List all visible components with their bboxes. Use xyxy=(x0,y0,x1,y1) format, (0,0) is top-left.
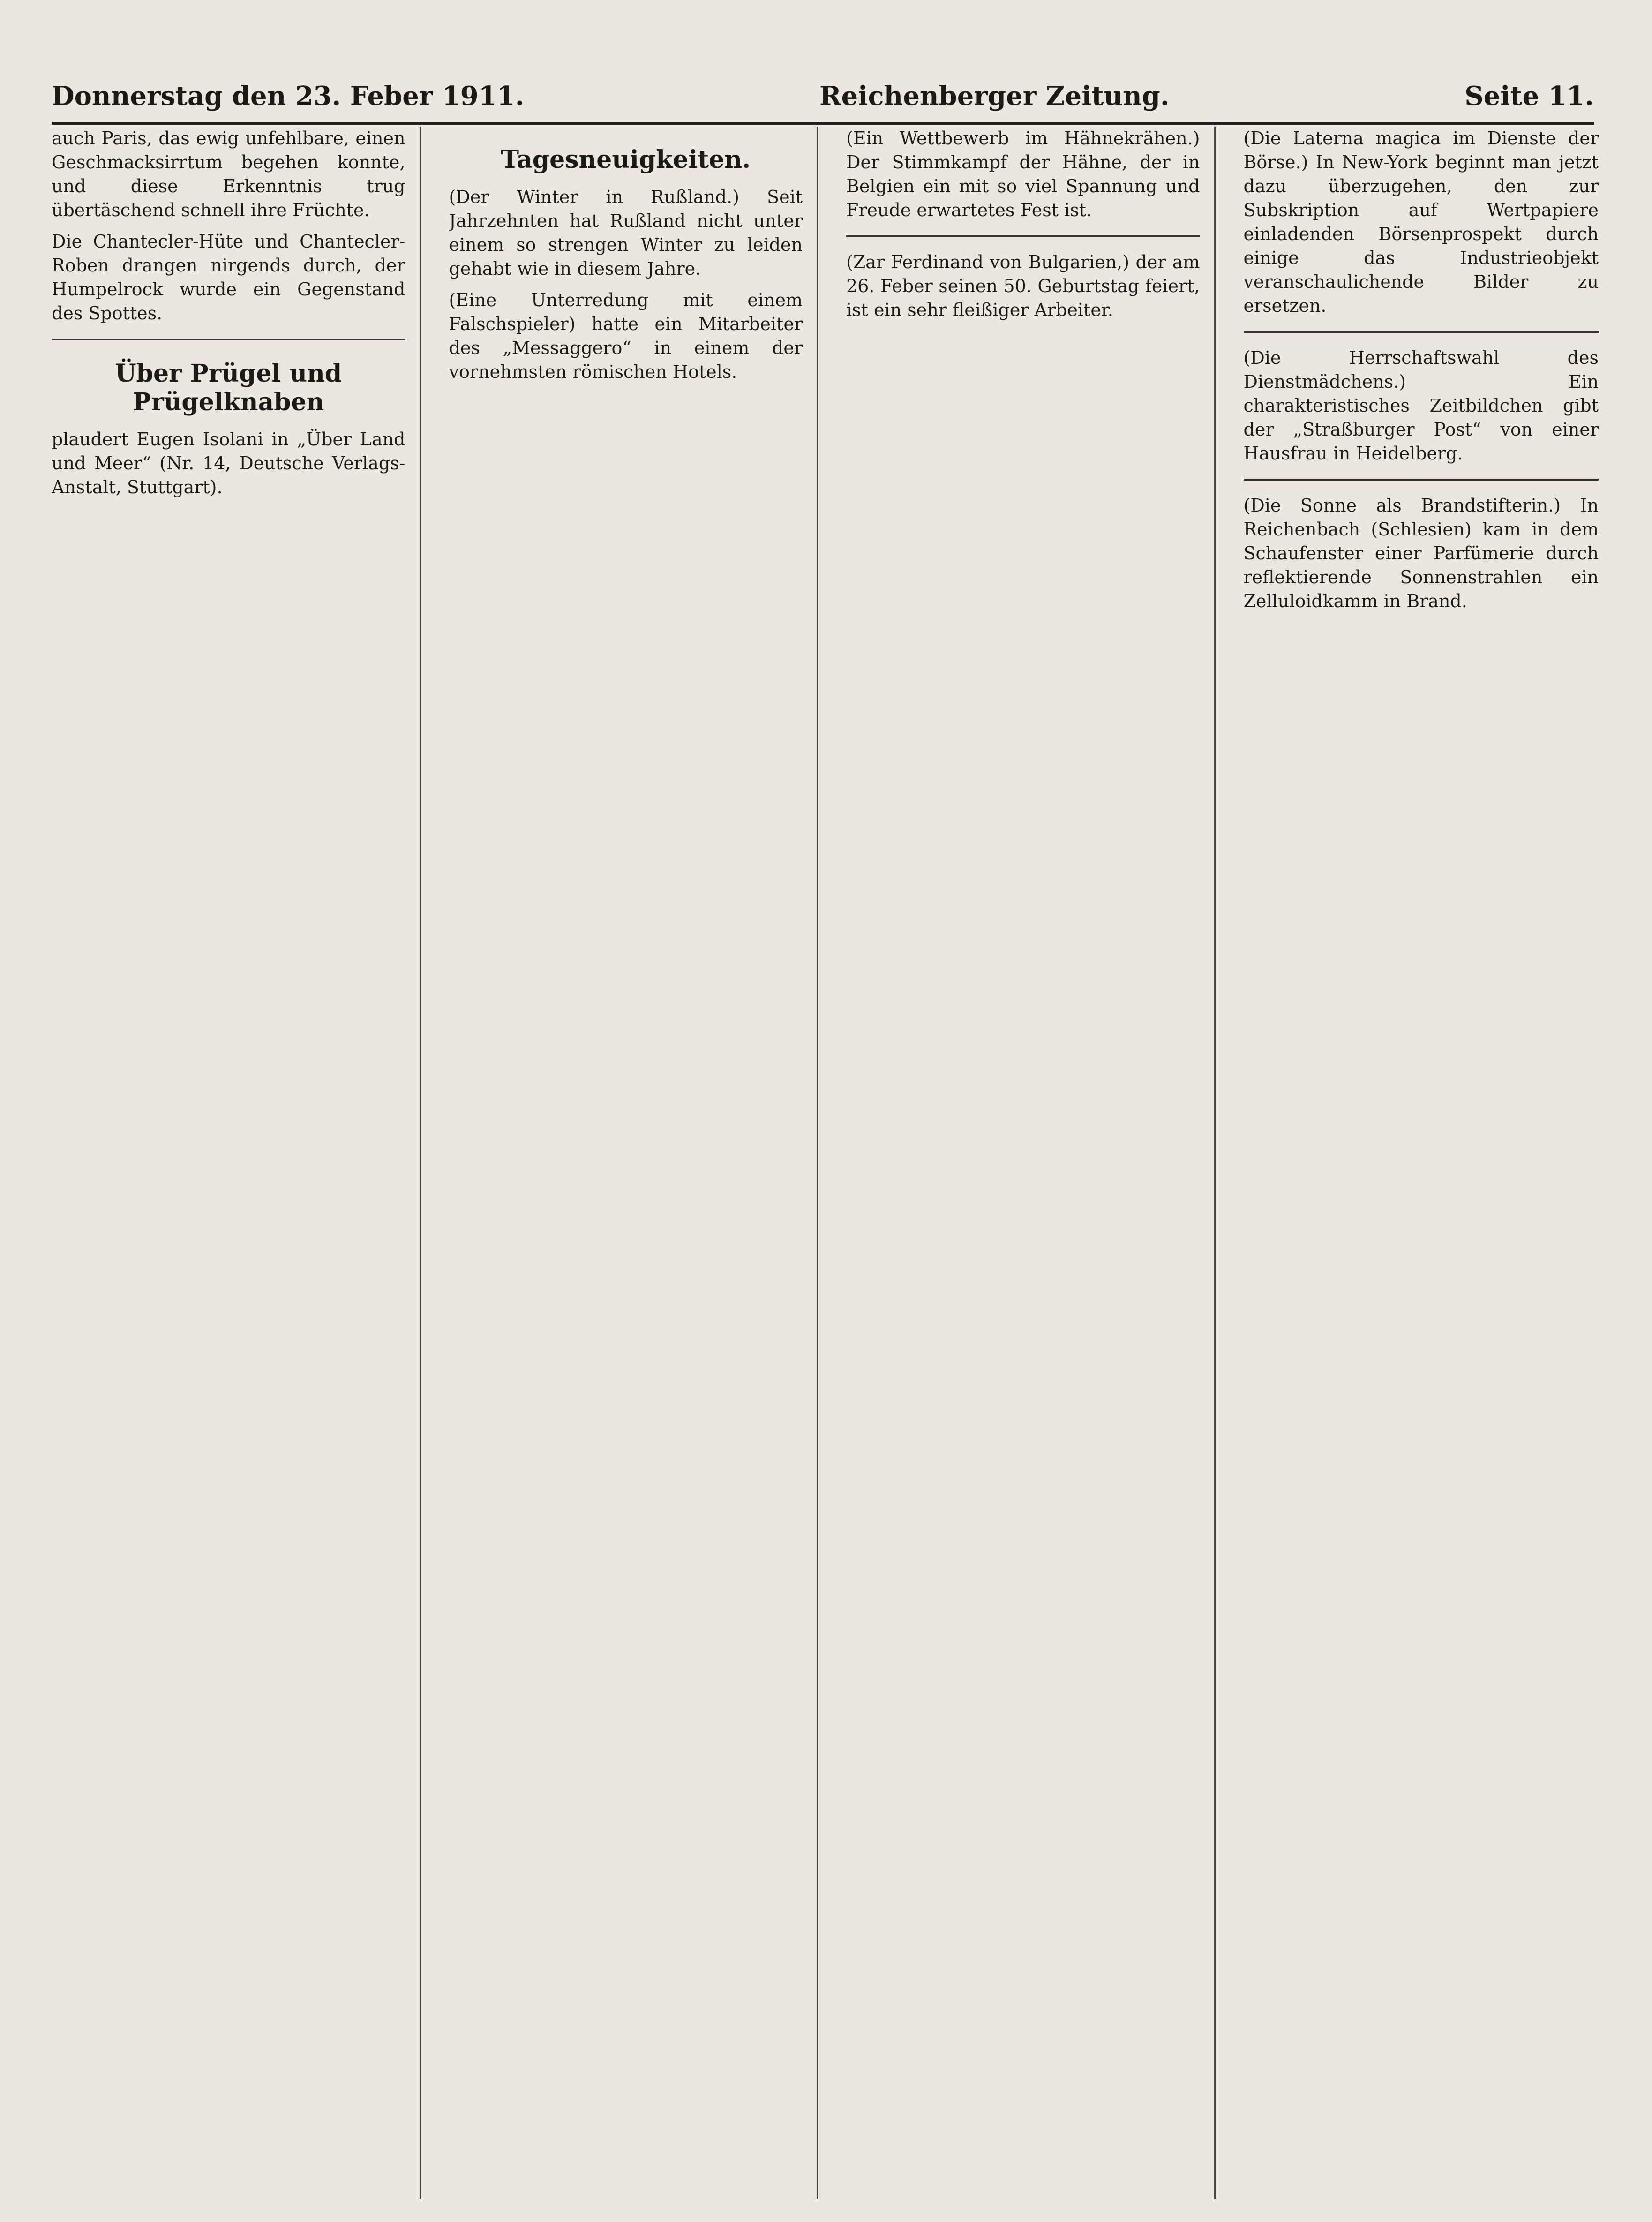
section-heading: Tagesneuigkeiten. xyxy=(501,145,751,174)
column-3 xyxy=(846,127,1216,2199)
text-paragraph: auch Paris, das ewig unfehlbare, einen Geschmacksirrtum begehen konnte, und diese Erkenntnis trug übertäschend schnell ihre Früchte. xyxy=(52,128,405,220)
text-paragraph: (Zar Ferdinand von Bulgarien,) der am 26. Feber seinen 50. Geburtstag feiert, ist ein sehr fleißiger Arbeiter. xyxy=(846,252,1200,320)
column-2 xyxy=(449,127,818,2199)
text-paragraph: (Die Laterna magica im Dienste der Börse.) In New-York beginnt man jetzt dazu überzugehen, den zur Subskription auf Wertpapiere einladenden Börsenprospekt durch einige das Industrieobjekt veranschaulichende Bilder zu ersetzen. xyxy=(1243,128,1599,316)
columns xyxy=(52,127,1613,2199)
column-1 xyxy=(52,127,421,2199)
page-header xyxy=(52,70,1594,125)
divider xyxy=(846,235,1200,237)
divider xyxy=(1244,331,1599,333)
divider xyxy=(52,339,405,340)
article-heading: Über Prügel und Prügelknaben xyxy=(115,359,342,416)
page-number: Seite 11. xyxy=(1464,81,1594,112)
text-paragraph: (Die Sonne als Brandstifterin.) In Reichenbach (Schlesien) kam in dem Schaufenster einer Parfümerie durch reflektierende Sonnenstrahlen ein Zelluloidkamm in Brand. xyxy=(1243,495,1599,611)
text-paragraph: Die Chantecler-Hüte und Chantecler-Roben drangen nirgends durch, der Humpelrock wurde ein Gegenstand des Spottes. xyxy=(52,231,405,324)
text-paragraph: (Eine Unterredung mit einem Falschspieler) hatte ein Mitarbeiter des „Messaggero“ in einem der vornehmsten römischen Hotels. xyxy=(449,290,803,382)
issue-date: Donnerstag den 23. Feber 1911. xyxy=(52,81,525,112)
text-paragraph: (Die Herrschaftswahl des Dienstmädchens.) Ein charakteristisches Zeitbildchen gibt der „Straßburger Post“ von einer Hausfrau in Heidelberg. xyxy=(1243,347,1599,464)
newspaper-title: Reichenberger Zeitung. xyxy=(819,81,1170,112)
text-paragraph: plaudert Eugen Isolani in „Über Land und Meer“ (Nr. 14, Deutsche Verlags-Anstalt, Stuttgart). xyxy=(52,429,405,497)
column-4 xyxy=(1244,127,1613,2199)
text-paragraph: (Der Winter in Rußland.) Seit Jahrzehnten hat Rußland nicht unter einem so strengen Winter zu leiden gehabt wie in diesem Jahre. xyxy=(449,187,803,279)
divider xyxy=(1244,479,1599,481)
text-paragraph: (Ein Wettbewerb im Hähnekrähen.) Der Stimmkampf der Hähne, der in Belgien ein mit so viel Spannung und Freude erwartetes Fest ist. xyxy=(846,128,1200,220)
